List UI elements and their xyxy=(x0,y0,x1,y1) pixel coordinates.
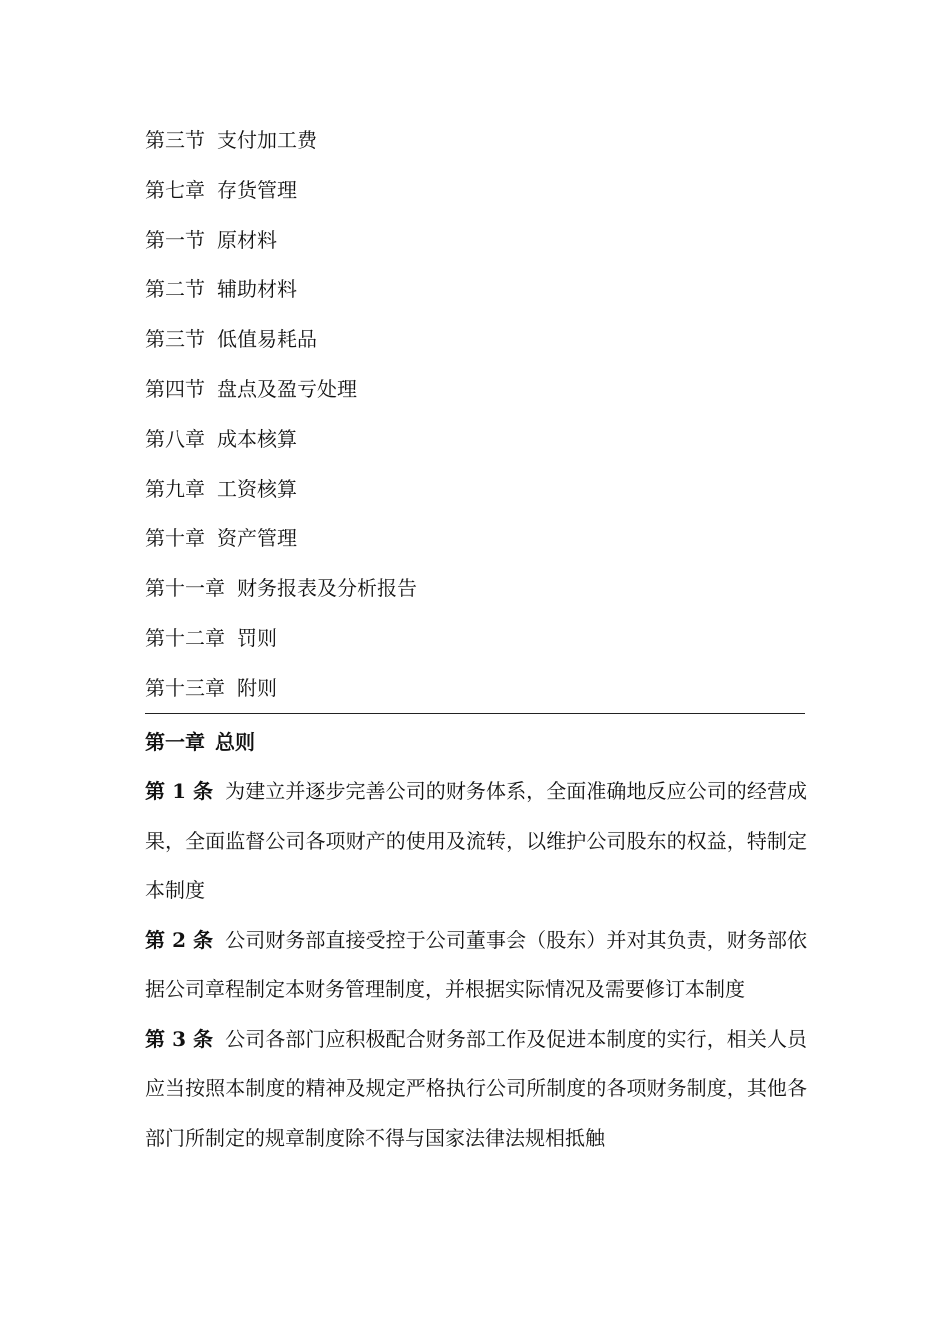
toc-item-title: 财务报表及分析报告 xyxy=(237,576,417,601)
toc-item xyxy=(145,514,805,564)
toc-item-label: 第八章 xyxy=(145,426,205,451)
toc-item-title: 工资核算 xyxy=(217,476,297,501)
toc-item-title: 罚则 xyxy=(237,625,277,650)
toc-item xyxy=(145,564,805,614)
toc-item-label: 第四节 xyxy=(145,376,205,401)
article-text: 为建立并逐步完善公司的财务体系，全面准确地反应公司的经营成果，全面监督公司各项财产的使用及流转，以维护公司股东的权益，特制定本制度 xyxy=(145,779,808,902)
toc-item xyxy=(145,166,805,216)
toc-item-title: 存货管理 xyxy=(217,177,297,202)
toc-item xyxy=(145,265,805,315)
toc-item-title: 辅助材料 xyxy=(217,277,297,302)
toc-item xyxy=(145,365,805,415)
document-body xyxy=(145,717,807,1163)
toc-item-title: 附则 xyxy=(237,675,277,700)
section-divider xyxy=(145,713,805,714)
toc-item-label: 第九章 xyxy=(145,476,205,501)
article-number: 第 1 条 xyxy=(145,779,214,803)
toc-item-label: 第二节 xyxy=(145,277,205,302)
article-number: 第 3 条 xyxy=(145,1026,214,1051)
toc-item-title: 支付加工费 xyxy=(217,128,317,152)
article-paragraph xyxy=(145,916,807,1015)
toc-item-label: 第十章 xyxy=(145,526,205,551)
toc-item xyxy=(145,465,805,515)
toc-item-title: 成本核算 xyxy=(217,426,297,451)
toc-item-title: 盘点及盈亏处理 xyxy=(217,376,357,401)
toc-item-label: 第七章 xyxy=(145,177,205,202)
toc-item-title: 原材料 xyxy=(217,227,277,252)
toc-item-label: 第十二章 xyxy=(145,625,225,650)
toc-item xyxy=(145,614,805,664)
toc-item-label: 第三节 xyxy=(145,327,205,352)
article-text: 公司财务部直接受控于公司董事会（股东）并对其负责，财务部依据公司章程制定本财务管理制度，并根据实际情况及需要修订本制度 xyxy=(145,927,808,1001)
toc-item-label: 第十三章 xyxy=(145,675,225,700)
chapter-heading xyxy=(145,717,807,767)
toc-item xyxy=(145,664,805,714)
toc-item xyxy=(145,315,805,365)
article-paragraph xyxy=(145,767,807,916)
table-of-contents xyxy=(145,116,805,714)
article-paragraph xyxy=(145,1015,807,1164)
toc-item xyxy=(145,415,805,465)
toc-item-label: 第十一章 xyxy=(145,576,225,601)
toc-item xyxy=(145,116,805,166)
article-number: 第 2 条 xyxy=(145,927,214,952)
toc-item xyxy=(145,216,805,266)
toc-item-label: 第一节 xyxy=(145,227,205,252)
toc-item-title: 资产管理 xyxy=(217,526,297,551)
toc-item-title: 低值易耗品 xyxy=(217,327,317,352)
toc-item-label: 第三节 xyxy=(145,128,205,152)
chapter-title: 总则 xyxy=(215,730,255,754)
article-text: 公司各部门应积极配合财务部工作及促进本制度的实行，相关人员应当按照本制度的精神及规定严格执行公司所制度的各项财务制度，其他各部门所制定的规章制度除不得与国家法律法规相抵触 xyxy=(145,1026,808,1150)
chapter-label: 第一章 xyxy=(145,730,205,754)
